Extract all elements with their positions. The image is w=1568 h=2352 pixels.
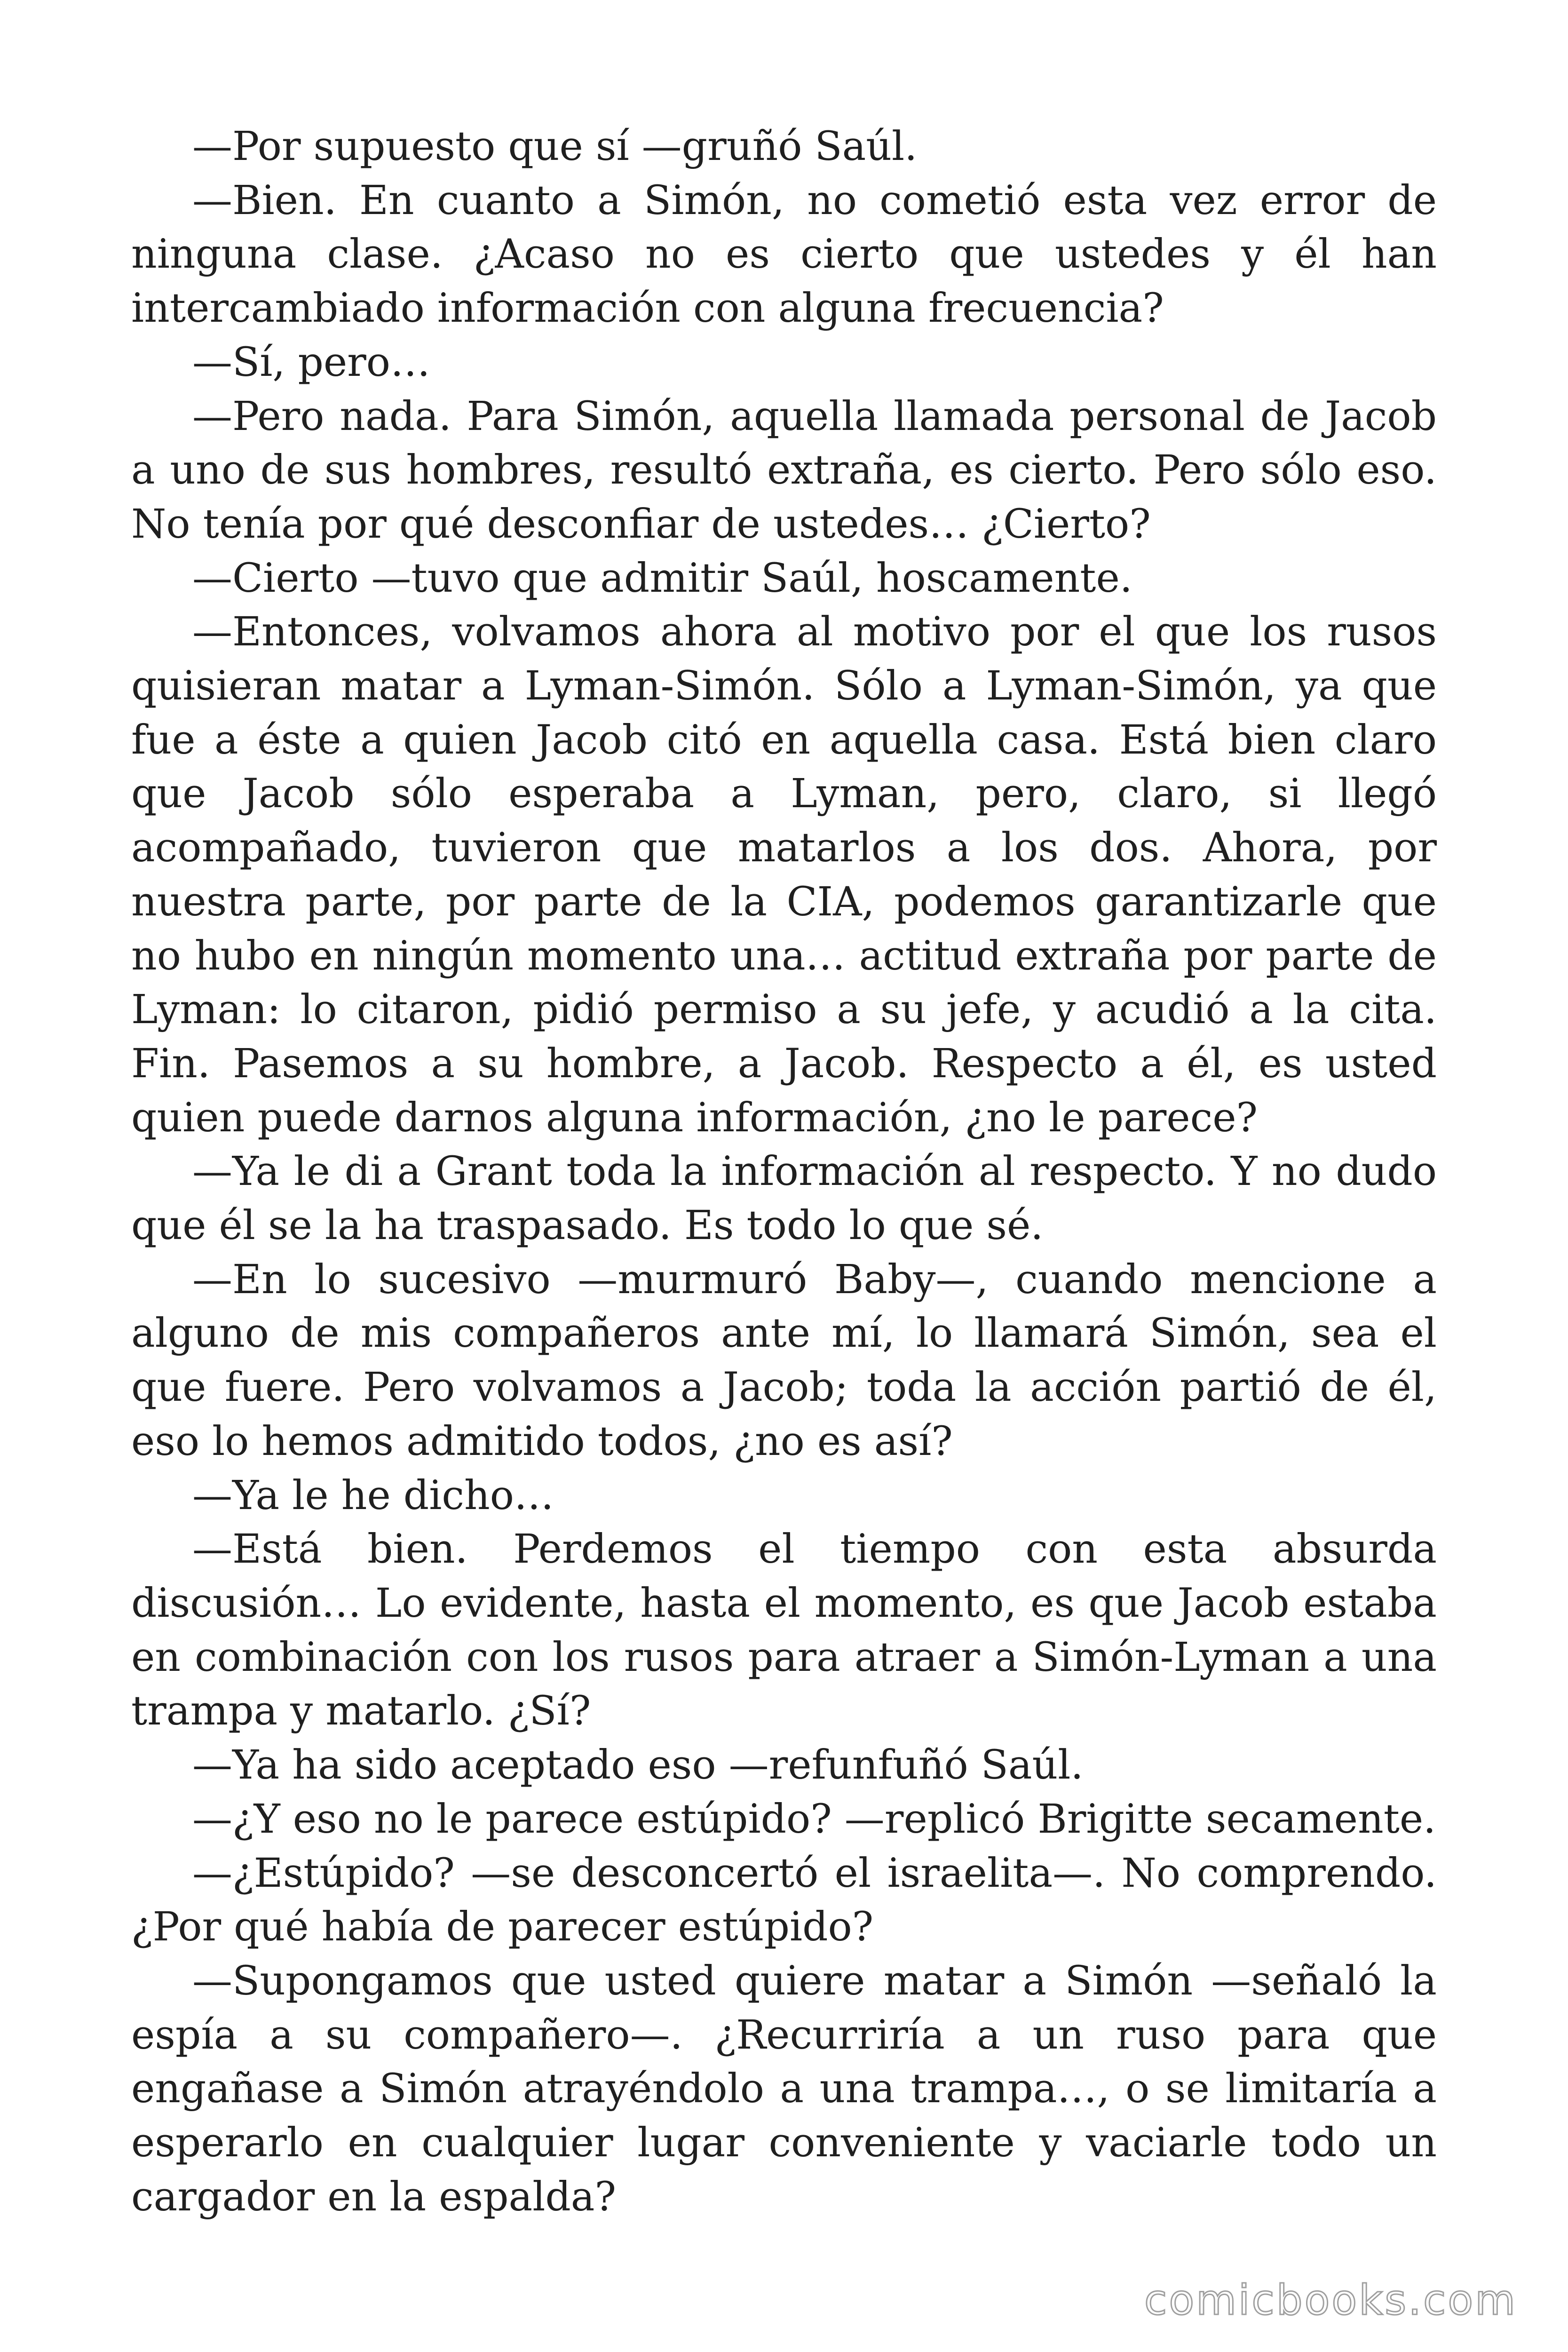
paragraph: —¿Y eso no le parece estúpido? —replicó Brigitte secamente. bbox=[192, 1796, 1436, 1843]
paragraph: —Entonces, volvamos ahora al motivo por el que los rusos quisieran matar a Lyman-Simón. Sólo a Lyman-Simón, ya que fue a éste a quien Jacob citó en aquella casa. Está bien claro que Jacob sólo esperaba a Lyman, pero, claro, si llegó acompañado, tuvieron que matarlos a los dos. Ahora, por nuestra parte, por parte de la CIA, podemos garantizarle que no hubo en ningún momento una… actitud extraña por parte de Lyman: lo citaron, pidió permiso a su jefe, y acudió a la cita. Fin. Pasemos a su hombre, a Jacob. Respecto a él, es usted quien puede darnos alguna información, ¿no le parece? bbox=[131, 609, 1437, 1141]
paragraph: —Ya le he dicho… bbox=[192, 1472, 554, 1519]
watermark-logo: comicbooks.com bbox=[1144, 2276, 1517, 2324]
paragraph: —Supongamos que usted quiere matar a Simón —señaló la espía a su compañero—. ¿Recurriría a un ruso para que engañase a Simón atrayéndolo a una trampa…, o se limitaría a esperarlo en cualquier lugar conveniente y vaciarle todo un cargador en la espalda? bbox=[131, 1957, 1437, 2220]
paragraph: —Sí, pero… bbox=[192, 339, 430, 386]
paragraph: —Bien. En cuanto a Simón, no cometió esta vez error de ninguna clase. ¿Acaso no es cierto que ustedes y él han intercambiado información con alguna frecuencia? bbox=[131, 177, 1437, 332]
paragraph: —Ya ha sido aceptado eso —refunfuñó Saúl. bbox=[192, 1742, 1084, 1789]
paragraph: —Cierto —tuvo que admitir Saúl, hoscamente. bbox=[192, 555, 1132, 602]
paragraph: —¿Estúpido? —se desconcertó el israelita—. No comprendo. ¿Por qué había de parecer estúpido? bbox=[131, 1850, 1437, 1951]
paragraph: —Por supuesto que sí —gruñó Saúl. bbox=[192, 123, 918, 170]
paragraph: —Ya le di a Grant toda la información al respecto. Y no dudo que él se la ha traspasado. Es todo lo que sé. bbox=[131, 1148, 1437, 1249]
page-text bbox=[131, 120, 1437, 2224]
paragraph: —En lo sucesivo —murmuró Baby—, cuando mencione a alguno de mis compañeros ante mí, lo llamará Simón, sea el que fuere. Pero volvamos a Jacob; toda la acción partió de él, eso lo hemos admitido todos, ¿no es así? bbox=[131, 1256, 1437, 1465]
paragraph: —Pero nada. Para Simón, aquella llamada personal de Jacob a uno de sus hombres, resultó extraña, es cierto. Pero sólo eso. No tenía por qué desconfiar de ustedes… ¿Cierto? bbox=[131, 393, 1437, 548]
paragraph: —Está bien. Perdemos el tiempo con esta absurda discusión… Lo evidente, hasta el momento, es que Jacob estaba en combinación con los rusos para atraer a Simón-Lyman a una trampa y matarlo. ¿Sí? bbox=[131, 1526, 1437, 1735]
